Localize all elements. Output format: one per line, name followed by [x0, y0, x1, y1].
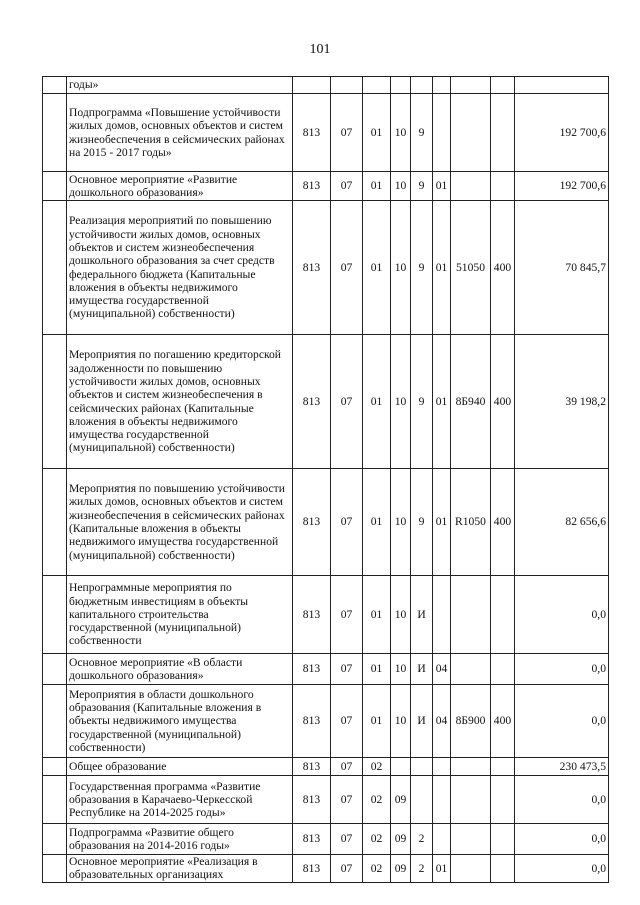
section-code-cell: 07 [331, 654, 363, 685]
section-code-cell [331, 77, 363, 94]
subsection-code-cell: 01 [363, 685, 391, 758]
expense-type-cell: 400 [491, 201, 515, 335]
subsection-code-cell: 02 [363, 776, 391, 824]
direction-code-cell [451, 855, 491, 883]
measure-code-cell [433, 576, 451, 654]
row-number-cell [43, 776, 67, 824]
subprogram-code-cell: 9 [411, 469, 433, 576]
amount-cell: 70 845,7 [515, 201, 609, 335]
row-number-cell [43, 758, 67, 776]
table-row [43, 201, 609, 335]
amount-cell: 192 700,6 [515, 172, 609, 201]
program-code-cell: 09 [391, 855, 411, 883]
ministry-code-cell: 813 [293, 824, 331, 855]
expense-type-cell: 400 [491, 469, 515, 576]
direction-code-cell [451, 77, 491, 94]
program-code-cell: 09 [391, 776, 411, 824]
measure-code-cell: 01 [433, 855, 451, 883]
item-name-cell: Государственная программа «Развитие образования в Карачаево-Черкесской Республике на 2014-2025 годы» [67, 776, 293, 824]
section-code-cell: 07 [331, 685, 363, 758]
amount-cell: 0,0 [515, 776, 609, 824]
section-code-cell: 07 [331, 201, 363, 335]
measure-code-cell: 04 [433, 654, 451, 685]
table-row [43, 576, 609, 654]
subprogram-code-cell: 9 [411, 94, 433, 172]
budget-table [42, 76, 609, 883]
amount-cell: 39 198,2 [515, 335, 609, 469]
item-name-cell: Подпрограмма «Развитие общего образования на 2014-2016 годы» [67, 824, 293, 855]
measure-code-cell [433, 77, 451, 94]
table-row [43, 654, 609, 685]
program-code-cell: 09 [391, 824, 411, 855]
direction-code-cell: R1050 [451, 469, 491, 576]
row-number-cell [43, 172, 67, 201]
program-code-cell: 10 [391, 201, 411, 335]
ministry-code-cell: 813 [293, 469, 331, 576]
item-name-cell: Непрограммные мероприятия по бюджетным инвестициям в объекты капитального строительства государственной (муниципальной) собственности [67, 576, 293, 654]
section-code-cell: 07 [331, 776, 363, 824]
program-code-cell: 10 [391, 576, 411, 654]
subprogram-code-cell [411, 77, 433, 94]
ministry-code-cell: 813 [293, 654, 331, 685]
program-code-cell: 10 [391, 94, 411, 172]
row-number-cell [43, 576, 67, 654]
expense-type-cell [491, 776, 515, 824]
ministry-code-cell: 813 [293, 335, 331, 469]
expense-type-cell: 400 [491, 335, 515, 469]
measure-code-cell: 01 [433, 172, 451, 201]
item-name-cell: Подпрограмма «Повышение устойчивости жилых домов, основных объектов и систем жизнеобеспечения в сейсмических районах на 2015 - 2017 годы» [67, 94, 293, 172]
program-code-cell: 10 [391, 469, 411, 576]
subprogram-code-cell: 2 [411, 824, 433, 855]
section-code-cell: 07 [331, 172, 363, 201]
row-number-cell [43, 77, 67, 94]
table-row [43, 776, 609, 824]
subsection-code-cell: 01 [363, 201, 391, 335]
item-name-cell: Мероприятия в области дошкольного образования (Капитальные вложения в объекты недвижимого имущества государственной (муниципальной) собственности) [67, 685, 293, 758]
section-code-cell: 07 [331, 855, 363, 883]
ministry-code-cell [293, 77, 331, 94]
table-row [43, 824, 609, 855]
measure-code-cell [433, 94, 451, 172]
direction-code-cell [451, 824, 491, 855]
row-number-cell [43, 824, 67, 855]
table-row [43, 469, 609, 576]
item-name-cell: Основное мероприятие «Развитие дошкольного образования» [67, 172, 293, 201]
table-row [43, 758, 609, 776]
subprogram-code-cell [411, 758, 433, 776]
subsection-code-cell: 02 [363, 855, 391, 883]
expense-type-cell [491, 576, 515, 654]
measure-code-cell [433, 776, 451, 824]
program-code-cell: 10 [391, 654, 411, 685]
ministry-code-cell: 813 [293, 201, 331, 335]
subprogram-code-cell: 2 [411, 855, 433, 883]
ministry-code-cell: 813 [293, 172, 331, 201]
subsection-code-cell: 01 [363, 576, 391, 654]
direction-code-cell: 8Б940 [451, 335, 491, 469]
amount-cell: 0,0 [515, 576, 609, 654]
expense-type-cell [491, 77, 515, 94]
row-number-cell [43, 94, 67, 172]
item-name-cell: Общее образование [67, 758, 293, 776]
item-name-cell: Основное мероприятие «Реализация в образовательных организациях [67, 855, 293, 883]
expense-type-cell [491, 172, 515, 201]
subprogram-code-cell [411, 776, 433, 824]
amount-cell: 0,0 [515, 855, 609, 883]
table-row [43, 335, 609, 469]
amount-cell: 192 700,6 [515, 94, 609, 172]
direction-code-cell: 8Б900 [451, 685, 491, 758]
expense-type-cell [491, 758, 515, 776]
row-number-cell [43, 654, 67, 685]
expense-type-cell [491, 824, 515, 855]
subprogram-code-cell: И [411, 685, 433, 758]
measure-code-cell: 04 [433, 685, 451, 758]
amount-cell: 0,0 [515, 654, 609, 685]
table-body [43, 77, 609, 883]
table-row [43, 855, 609, 883]
table-row [43, 77, 609, 94]
row-number-cell [43, 685, 67, 758]
item-name-cell: Мероприятия по погашению кредиторской задолженности по повышению устойчивости жилых домов, основных объектов и систем жизнеобеспечения в сейсмических районах (Капитальные вложения в объекты недвижимого имущества государственной (муниципальной) собственности) [67, 335, 293, 469]
measure-code-cell [433, 758, 451, 776]
subsection-code-cell [363, 77, 391, 94]
row-number-cell [43, 469, 67, 576]
section-code-cell: 07 [331, 335, 363, 469]
subprogram-code-cell: И [411, 654, 433, 685]
row-number-cell [43, 335, 67, 469]
program-code-cell [391, 758, 411, 776]
item-name-cell: Мероприятия по повышению устойчивости жилых домов, основных объектов и систем жизнеобеспечения в сейсмических районах (Капитальные вложения в объекты недвижимого имущества государственной (муниципальной) собственности) [67, 469, 293, 576]
section-code-cell: 07 [331, 94, 363, 172]
page-number: 101 [309, 42, 331, 57]
ministry-code-cell: 813 [293, 855, 331, 883]
item-name-cell: годы» [67, 77, 293, 94]
subsection-code-cell: 01 [363, 654, 391, 685]
subsection-code-cell: 02 [363, 824, 391, 855]
measure-code-cell: 01 [433, 335, 451, 469]
subsection-code-cell: 02 [363, 758, 391, 776]
table-row [43, 172, 609, 201]
section-code-cell: 07 [331, 469, 363, 576]
direction-code-cell [451, 172, 491, 201]
direction-code-cell [451, 758, 491, 776]
ministry-code-cell: 813 [293, 94, 331, 172]
row-number-cell [43, 201, 67, 335]
subsection-code-cell: 01 [363, 469, 391, 576]
item-name-cell: Реализация мероприятий по повышению устойчивости жилых домов, основных объектов и систем жизнеобеспечения дошкольного образования за счет средств федерального бюджета (Капитальные вложения в объекты недвижимого имущества государственной (муниципальной) собственности) [67, 201, 293, 335]
subprogram-code-cell: 9 [411, 335, 433, 469]
ministry-code-cell: 813 [293, 576, 331, 654]
subprogram-code-cell: 9 [411, 172, 433, 201]
ministry-code-cell: 813 [293, 685, 331, 758]
amount-cell [515, 77, 609, 94]
table-row [43, 685, 609, 758]
item-name-cell: Основное мероприятие «В области дошкольного образования» [67, 654, 293, 685]
section-code-cell: 07 [331, 824, 363, 855]
program-code-cell: 10 [391, 335, 411, 469]
row-number-cell [43, 855, 67, 883]
subsection-code-cell: 01 [363, 172, 391, 201]
amount-cell: 82 656,6 [515, 469, 609, 576]
amount-cell: 230 473,5 [515, 758, 609, 776]
expense-type-cell [491, 94, 515, 172]
subprogram-code-cell: И [411, 576, 433, 654]
expense-type-cell: 400 [491, 685, 515, 758]
measure-code-cell: 01 [433, 201, 451, 335]
subsection-code-cell: 01 [363, 94, 391, 172]
direction-code-cell [451, 654, 491, 685]
section-code-cell: 07 [331, 758, 363, 776]
subsection-code-cell: 01 [363, 335, 391, 469]
section-code-cell: 07 [331, 576, 363, 654]
expense-type-cell [491, 855, 515, 883]
measure-code-cell: 01 [433, 469, 451, 576]
subprogram-code-cell: 9 [411, 201, 433, 335]
measure-code-cell [433, 824, 451, 855]
direction-code-cell [451, 576, 491, 654]
amount-cell: 0,0 [515, 824, 609, 855]
expense-type-cell [491, 654, 515, 685]
table-row [43, 94, 609, 172]
ministry-code-cell: 813 [293, 758, 331, 776]
direction-code-cell [451, 94, 491, 172]
program-code-cell: 10 [391, 685, 411, 758]
direction-code-cell [451, 776, 491, 824]
amount-cell: 0,0 [515, 685, 609, 758]
program-code-cell: 10 [391, 172, 411, 201]
direction-code-cell: 51050 [451, 201, 491, 335]
program-code-cell [391, 77, 411, 94]
ministry-code-cell: 813 [293, 776, 331, 824]
